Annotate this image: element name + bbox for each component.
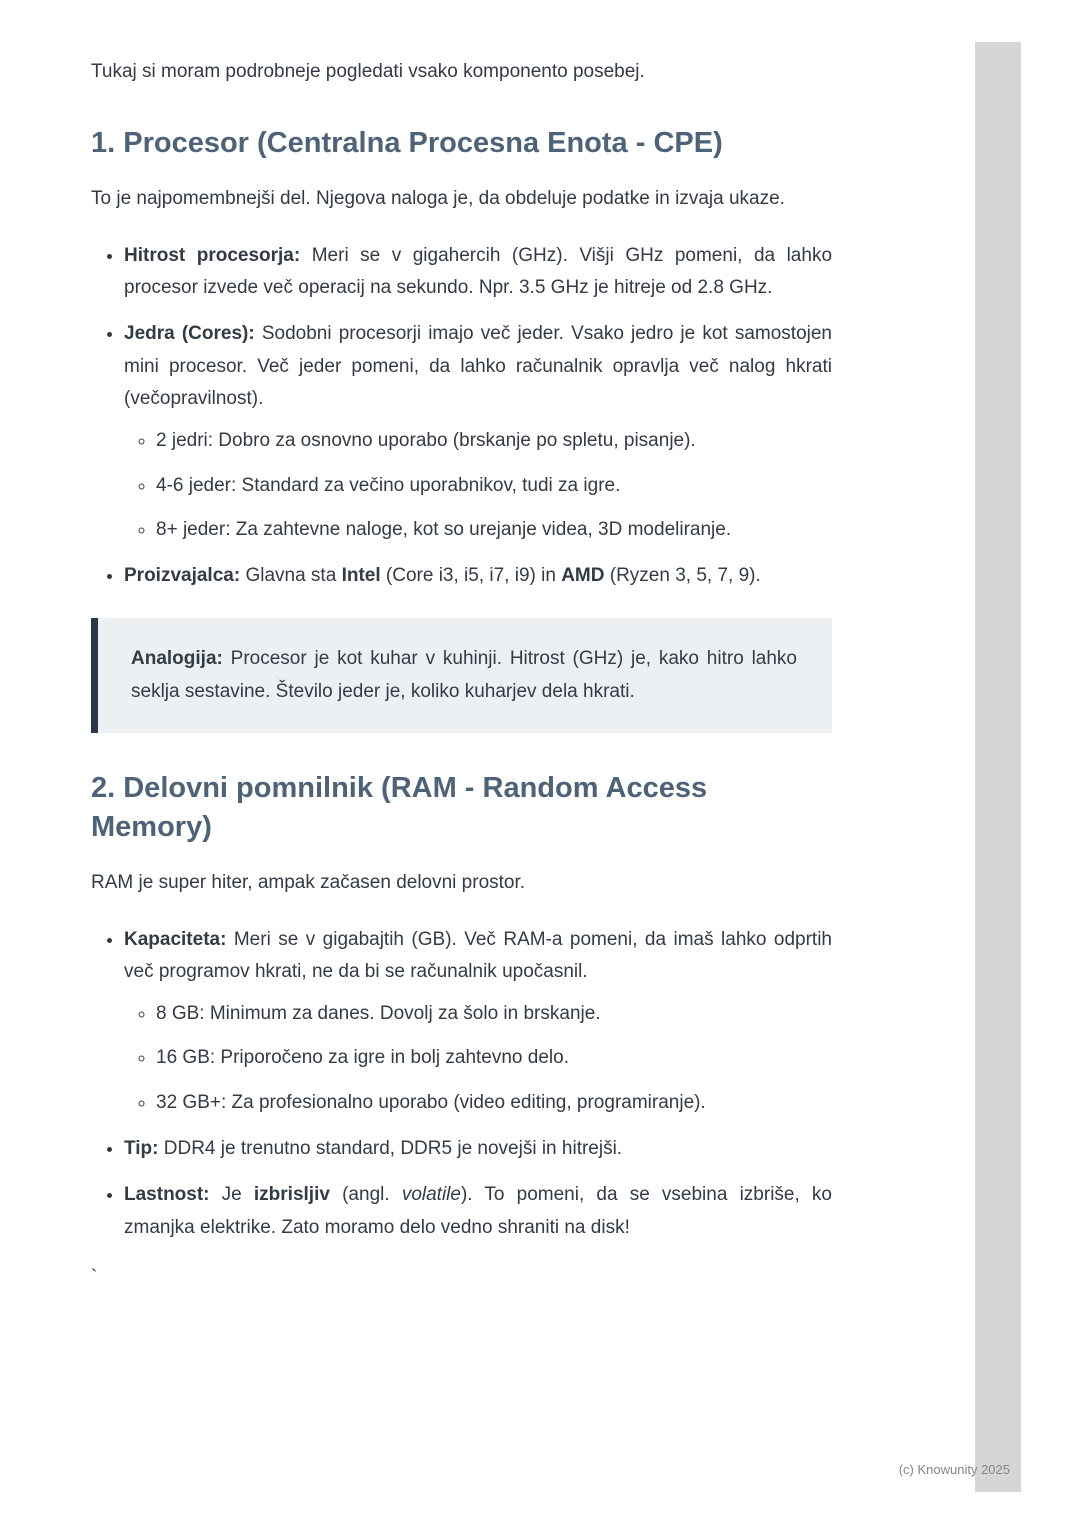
cores-sub-list [124, 425, 832, 546]
bullet-item-manufacturers: • Proizvajalca: Glavna sta Intel (Core i3, i5, i7, i9) in AMD (Ryzen 3, 5, 7, 9). [124, 560, 832, 592]
sub-bullet-2-cores: ◦ 2 jedri: Dobro za osnovno uporabo (brskanje po spletu, pisanje). [156, 425, 832, 457]
bullet-item-cores [124, 318, 832, 546]
sub-bullet-4-6-cores: ◦ 4-6 jeder: Standard za večino uporabnikov, tudi za igre. [156, 470, 832, 502]
section-ram [91, 769, 832, 1244]
section-1-bullet-list [91, 240, 832, 593]
section-processor [91, 124, 832, 733]
bullet-item-capacity-text: • Kapaciteta: Meri se v gigabajtih (GB). Več RAM-a pomeni, da imaš lahko odprtih več programov hkrati, ne da bi se računalnik upočasnil. [124, 928, 832, 982]
sub-bullet-32gb: ◦ 32 GB+: Za profesionalno uporabo (video editing, programiranje). [156, 1087, 832, 1119]
sub-bullet-8gb: ◦ 8 GB: Minimum za danes. Dovolj za šolo in brskanje. [156, 998, 832, 1030]
bullet-item-type: • Tip: DDR4 je trenutno standard, DDR5 je novejši in hitrejši. [124, 1133, 832, 1165]
bullet-item-volatility: • Lastnost: Je izbrisljiv (angl. volatile). To pomeni, da se vsebina izbriše, ko zmanjka elektrike. Zato moramo delo vedno shraniti na disk! [124, 1179, 832, 1244]
section-1-lead: To je najpomembnejši del. Njegova naloga je, da obdeluje podatke in izvaja ukaze. [91, 188, 785, 210]
section-1-heading: 1. Procesor (Centralna Procesna Enota - CPE) [91, 127, 723, 160]
section-2-lead: RAM je super hiter, ampak začasen delovni prostor. [91, 872, 526, 894]
sub-bullet-16gb: ◦ 16 GB: Priporočeno za igre in bolj zahtevno delo. [156, 1042, 832, 1074]
analogy-callout [91, 618, 832, 733]
stray-backtick-text: ` [91, 1266, 98, 1288]
section-2-heading: 2. Delovni pomnilnik (RAM - Random Access Memory) [91, 772, 708, 844]
bullet-item-speed: • Hitrost procesorja: Meri se v gigahercih (GHz). Višji GHz pomeni, da lahko procesor izvede več operacij na sekundo. Npr. 3.5 GHz je hitreje od 2.8 GHz. [124, 240, 832, 305]
bullet-item-cores-text: • Jedra (Cores): Sodobni procesorji imajo več jeder. Vsako jedro je kot samostojen mini procesor. Več jeder pomeni, da lahko računalnik opravlja več nalog hkrati (večopravilnost). [124, 323, 832, 409]
bullet-item-capacity [124, 924, 832, 1119]
capacity-sub-list [124, 998, 832, 1119]
section-2-bullet-list [91, 924, 832, 1244]
scrollbar-track[interactable] [975, 42, 1021, 1492]
analogy-callout-text: Analogija: Procesor je kot kuhar v kuhinji. Hitrost (GHz) je, kako hitro lahko seklja sestavine. Število jeder je, koliko kuharjev dela hkrati. [131, 648, 797, 702]
intro-text: Tukaj si moram podrobneje pogledati vsako komponento posebej. [91, 61, 645, 82]
document-content [91, 56, 832, 1294]
watermark-text: (c) Knowunity 2025 [898, 1462, 1010, 1477]
sub-bullet-8-plus-cores: ◦ 8+ jeder: Za zahtevne naloge, kot so urejanje videa, 3D modeliranje. [156, 514, 832, 546]
